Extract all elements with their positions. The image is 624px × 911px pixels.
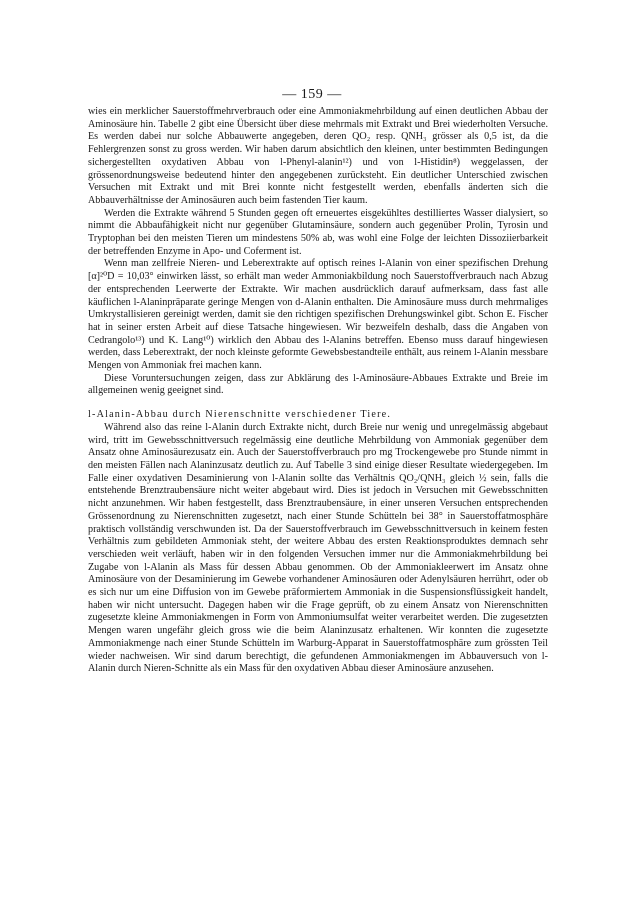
section-heading: l-Alanin-Abbau durch Nierenschnitte verschiedener Tiere.	[88, 409, 392, 421]
page-number: — 159 —	[282, 87, 342, 102]
paragraph-4: Diese Voruntersuchungen zeigen, dass zur Abklärung des l-Aminosäure-Abbaues Extrakte und Breie im allgemeinen wenig geeignet sind.	[88, 372, 548, 397]
paragraph-1: wies ein merklicher Sauerstoffmehrverbrauch oder eine Ammoniakmehrbildung auf einen deutlichen Abbau der Aminosäure hin. Tabelle 2 gibt eine Übersicht über diese mehrmals mit Extrakt und Brei wiederholten Versuche. Es werden dabei nur solche Abbauwerte angegeben, deren QO₂ resp. QNH₃ grösser als 0,5 ist, da die Fehlergrenzen sonst zu gross werden. Wir haben darum absichtlich den kleinen, unter bestimmten Bedingungen sichergestellten oxydativen Abbau von l-Phenyl-alanin¹²) und von l-Histidin⁸) weggelassen, der grössenordnungsweise bedeutend hinter den angegebenen zurücksteht. Ein deutlicher Unterschied zwischen Versuchen mit Extrakt und mit Brei konnte nicht festgestellt werden, ebenfalls änderten sich die Abbauverhältnisse der Aminosäuren auch beim fastenden Tier kaum.	[88, 106, 548, 206]
body-text	[88, 106, 548, 676]
section-paragraph: Während also das reine l-Alanin durch Extrakte nicht, durch Breie nur wenig und unregelmässig abgebaut wird, tritt im Gewebsschnittversuch regelmässig eine deutliche Mehrbildung von Ammoniak gegenüber dem Ansatz ohne Aminosäurezusatz ein. Auch der Sauerstoffverbrauch pro mg Trockengewebe pro Stunde nimmt in den meisten Fällen nach Alaninzusatz deutlich zu. Auf Tabelle 3 sind einige dieser Resultate wiedergegeben. Im Falle einer oxydativen Desaminierung von l-Alanin sollte das Verhältnis QO₂/QNH₃ gleich ½ sein, falls die entstehende Brenztraubensäure nicht weiter abgebaut wird. Dies ist jedoch in Versuchen mit Gewebsschnitten nicht anzunehmen. Wir haben festgestellt, dass Brenztraubensäure, in einer unseren Versuchen entsprechenden Grössenordnung zu Nierenschnitten zugesetzt, nach einer Stunde Schütteln bei 38° in Sauerstoffatmosphäre praktisch vollständig verschwunden ist. Da der Sauerstoffverbrauch im Gewebsschnittversuch in keinem festen Verhältnis zum gebildeten Ammoniak steht, der weitere Abbau des ersten Reaktionsproduktes demnach sehr verschieden weit verläuft, haben wir in den folgenden Versuchen immer nur die Ammoniakmehrbildung bei Zugabe von l-Alanin als Mass für dessen Abbau genommen. Ob der Ammoniakleerwert im Ansatz ohne Aminosäure von der Desaminierung im Gewebe vorhandener Aminosäuren oder Adenylsäuren herrührt, oder ob es sich nur um eine Diffusion von im Gewebe präformiertem Ammoniak in die Suspensionsflüssigkeit handelt, haben wir nicht untersucht. Dagegen haben wir die Frage geprüft, ob zu einem Ansatz von Nierenschnitten zugesetzte kleine Ammoniakmengen in Form von Ammoniumsulfat weiter verarbeitet werden. Die zugesetzten Mengen waren ungefähr gleich gross wie die beim Alaninzusatz erhaltenen. Wir konnten die zugesetzte Ammoniakmenge nach einer Stunde Schütteln im Warburg-Apparat in Sauerstoffatmosphäre zum grössten Teil wieder nachweisen. Wir sind darum berechtigt, die gefundenen Ammoniakmengen im Abbauversuch von l-Alanin durch Nieren-Schnitte als ein Mass für den oxydativen Abbau dieser Aminosäure anzusehen.	[88, 421, 548, 675]
paragraph-3: Wenn man zellfreie Nieren- und Leberextrakte auf optisch reines l-Alanin von einer spezifischen Drehung [α]²⁰D = 10,03° einwirken lässt, so erhält man weder Ammoniakbildung noch Sauerstoffverbrauch nach Abzug der entsprechenden Leerwerte der Extrakte. Wir machen ausdrücklich darauf aufmerksam, dass fast alle käuflichen l-Alaninpräparate geringe Mengen von d-Alanin enthalten. Die Aminosäure muss durch mehrmaliges Umkrystallisieren gereinigt werden, damit sie den richtigen spezifischen Drehungswinkel gibt. Schon E. Fischer hat in seiner ersten Arbeit auf diese Tatsache hingewiesen. Wir bezweifeln deshalb, dass die Angaben von Cedrangolo¹³) und K. Lang¹⁰) wirklich den Abbau des l-Alanins betreffen. Ebenso muss darauf hingewiesen werden, dass Leberextrakt, der noch kleinste geformte Gewebsbestandteile enthält, aus reinem l-Alanin messbare Mengen von Ammoniak frei machen kann.	[88, 258, 548, 372]
paragraph-2: Werden die Extrakte während 5 Stunden gegen oft erneuertes eisgekühltes destilliertes Wasser dialysiert, so nimmt die Abbaufähigkeit nicht nur gegenüber Glutaminsäure, sondern auch gegenüber Prolin, Tyrosin und Tryptophan bei den meisten Tieren um mindestens 50% ab, was wohl eine Folge der leichten Dissoziierbarkeit der betreffenden Enzyme in Apo- und Coferment ist.	[88, 207, 548, 257]
